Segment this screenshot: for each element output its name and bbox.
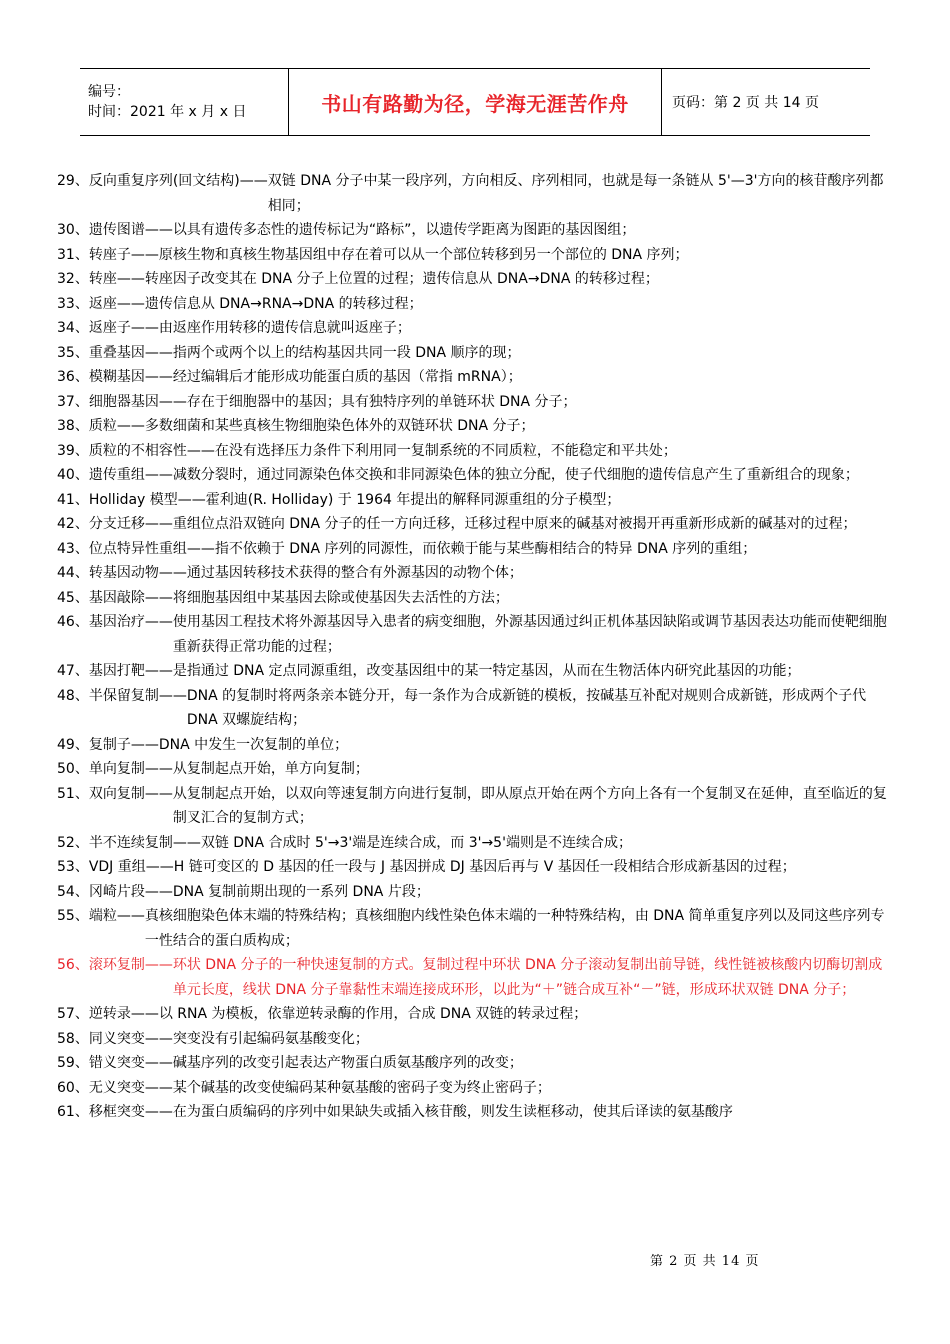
glossary-item [57, 1076, 895, 1101]
glossary-item [57, 855, 895, 880]
glossary-item [57, 1027, 895, 1052]
item-definition: 通过基因转移技术获得的整合有外源基因的动物个体； [186, 565, 523, 581]
item-number: 51、 [57, 785, 89, 802]
item-definition: 是指通过 DNA 定点同源重组，改变基因组中的某一特定基因，从而在生物活体内研究此基因的功能； [172, 663, 801, 679]
glossary-item [57, 267, 895, 292]
item-term: 转基因动物—— [88, 565, 187, 581]
item-term: 质粒—— [88, 418, 145, 434]
item-definition: 霍利迪(R. Holliday) 于 1964 年提出的解释同源重组的分子模型； [205, 491, 621, 508]
item-number: 53、 [57, 859, 89, 875]
glossary-item [57, 390, 895, 415]
item-term: 滚环复制—— [88, 957, 173, 973]
item-term: 无义突变—— [88, 1079, 173, 1096]
glossary-item [57, 953, 895, 1002]
item-definition: 从复制起点开始，以双向等速复制方向进行复制，即从原点开始在两个方向上各有一个复制叉在延伸，直至临近的复制叉汇合的复制方式； [172, 785, 887, 826]
item-term: 质粒的不相容性—— [88, 442, 215, 459]
item-number: 58、 [57, 1030, 89, 1047]
glossary-item [57, 463, 895, 488]
item-term: 反向重复序列(回文结构)—— [88, 173, 268, 189]
item-term: 遗传重组—— [88, 467, 173, 483]
item-definition: 减数分裂时，通过同源染色体交换和非同源染色体的独立分配，使子代细胞的遗传信息产生了重新组合的现象； [172, 467, 859, 483]
item-term: 返座—— [88, 295, 145, 312]
item-number: 61、 [57, 1104, 89, 1120]
page-footer: 第 2 页 共 14 页 [650, 1254, 760, 1269]
item-number: 41、 [57, 491, 89, 508]
item-number: 34、 [57, 320, 89, 336]
glossary-item [57, 782, 895, 831]
item-term: 错义突变—— [88, 1055, 173, 1071]
item-definition: 从复制起点开始，单方向复制； [172, 761, 369, 777]
item-term: 基因敲除—— [88, 589, 173, 606]
header-page-label: 页码：第 2 页 共 14 页 [662, 69, 871, 136]
item-term: 位点特异性重组—— [88, 540, 215, 557]
header-motto: 书山有路勤为径，学海无涯苦作舟 [321, 91, 629, 116]
item-definition: 存在于细胞器中的基因；具有独特序列的单链环状 DNA 分子； [186, 393, 577, 410]
item-definition: 由返座作用转移的遗传信息就叫返座子； [158, 320, 411, 336]
item-term: 细胞器基因—— [88, 393, 187, 410]
item-definition: DNA 复制前期出现的一系列 DNA 片段； [172, 883, 430, 900]
item-term: 半不连续复制—— [88, 834, 201, 851]
glossary-item [57, 610, 895, 659]
item-definition: 将细胞基因组中某基因去除或使基因失去活性的方法； [172, 589, 509, 606]
item-term: 单向复制—— [88, 761, 173, 777]
item-definition: 指不依赖于 DNA 序列的同源性，而依赖于能与某些酶相结合的特异 DNA 序列的重组； [214, 540, 757, 557]
item-definition: 双链 DNA 分子中某一段序列，方向相反、序列相同，也就是每一条链从 5'—3'方向的核苷酸序列都相同； [267, 173, 884, 214]
glossary-item [57, 488, 895, 513]
glossary-item [57, 586, 895, 611]
glossary-item [57, 439, 895, 464]
item-number: 39、 [57, 442, 89, 459]
item-definition: 重组位点沿双链向 DNA 分子的任一方向迁移，迁移过程中原来的碱基对被揭开再重新形成新的碱基对的过程； [172, 516, 857, 532]
item-term: 转座子—— [88, 246, 159, 263]
item-definition: 原核生物和真核生物基因组中存在着可以从一个部位转移到另一个部位的 DNA 序列； [158, 246, 689, 263]
item-number: 31、 [57, 246, 89, 263]
item-term: 基因打靶—— [88, 663, 173, 679]
glossary-item [57, 659, 895, 684]
item-number: 36、 [57, 369, 89, 385]
glossary-item [57, 218, 895, 243]
item-number: 35、 [57, 344, 89, 361]
item-definition: 碱基序列的改变引起表达产物蛋白质氨基酸序列的改变； [172, 1055, 523, 1071]
item-definition: 突变没有引起编码氨基酸变化； [172, 1030, 369, 1047]
item-number: 32、 [57, 271, 89, 287]
glossary-item [57, 904, 895, 953]
item-number: 37、 [57, 393, 89, 410]
item-number: 29、 [57, 173, 89, 189]
item-number: 38、 [57, 418, 89, 434]
item-term: Holliday 模型—— [88, 491, 206, 508]
glossary-item [57, 243, 895, 268]
item-number: 43、 [57, 540, 89, 557]
glossary-item [57, 292, 895, 317]
glossary-item [57, 684, 895, 733]
item-number: 57、 [57, 1006, 89, 1022]
item-definition: 指两个或两个以上的结构基因共同一段 DNA 顺序的现； [172, 344, 521, 361]
item-number: 52、 [57, 834, 89, 851]
glossary-list [57, 169, 895, 1125]
item-term: 逆转录—— [88, 1006, 159, 1022]
glossary-item [57, 414, 895, 439]
item-term: 同义突变—— [88, 1030, 173, 1047]
glossary-item [57, 1051, 895, 1076]
date-label: 时间：2021 年 x 月 x 日 [88, 104, 247, 120]
item-number: 42、 [57, 516, 89, 532]
glossary-item [57, 561, 895, 586]
item-number: 45、 [57, 589, 89, 606]
item-term: 半保留复制—— [88, 687, 187, 704]
item-definition: 双链 DNA 合成时 5'→3'端是连续合成，而 3'→5'端则是不连续合成； [200, 834, 632, 851]
item-term: 模糊基因—— [88, 369, 173, 385]
item-number: 40、 [57, 467, 89, 483]
item-term: 端粒—— [88, 908, 145, 924]
glossary-item [57, 316, 895, 341]
item-definition: 在没有选择压力条件下利用同一复制系统的不同质粒，不能稳定和平共处； [214, 442, 677, 459]
header-motto-cell [289, 69, 662, 136]
item-definition: 以 RNA 为模板，依靠逆转录酶的作用，合成 DNA 双链的转录过程； [158, 1006, 588, 1022]
item-number: 55、 [57, 908, 89, 924]
item-definition: 使用基因工程技术将外源基因导入患者的病变细胞，外源基因通过纠正机体基因缺陷或调节基因表达功能而使靶细胞重新获得正常功能的过程； [172, 614, 887, 655]
item-term: 分支迁移—— [88, 516, 173, 532]
item-number: 30、 [57, 222, 89, 238]
page-header [80, 68, 870, 136]
id-label: 编号： [88, 84, 130, 100]
item-term: 复制子—— [88, 736, 159, 753]
item-definition: DNA 中发生一次复制的单位； [158, 736, 349, 753]
item-term: 移框突变—— [88, 1104, 173, 1120]
glossary-item [57, 512, 895, 537]
header-info [80, 69, 289, 136]
item-term: 转座—— [88, 271, 145, 287]
item-term: 双向复制—— [88, 785, 173, 802]
glossary-item [57, 169, 895, 218]
item-number: 33、 [57, 295, 89, 312]
item-number: 47、 [57, 663, 89, 679]
item-definition: 某个碱基的改变使编码某种氨基酸的密码子变为终止密码子； [172, 1079, 551, 1096]
item-term: 遗传图谱—— [88, 222, 173, 238]
item-number: 50、 [57, 761, 89, 777]
glossary-item [57, 341, 895, 366]
item-number: 48、 [57, 687, 89, 704]
glossary-item [57, 1100, 895, 1125]
glossary-item [57, 733, 895, 758]
item-number: 59、 [57, 1055, 89, 1071]
item-definition: 以具有遗传多态性的遗传标记为“路标”，以遗传学距离为图距的基因图组； [172, 222, 636, 238]
glossary-item [57, 537, 895, 562]
item-definition: 遗传信息从 DNA→RNA→DNA 的转移过程； [144, 295, 423, 312]
glossary-item [57, 831, 895, 856]
item-definition: H 链可变区的 D 基因的任一段与 J 基因拼成 DJ 基因后再与 V 基因任一段相结合形成新基因的过程； [173, 859, 796, 875]
item-definition: DNA 的复制时将两条亲本链分开，每一条作为合成新链的模板，按碱基互补配对规则合成新链，形成两个子代 DNA 双螺旋结构； [186, 687, 867, 728]
item-number: 54、 [57, 883, 89, 900]
item-definition: 转座因子改变其在 DNA 分子上位置的过程；遗传信息从 DNA→DNA 的转移过程； [144, 271, 659, 287]
glossary-item [57, 1002, 895, 1027]
glossary-item [57, 757, 895, 782]
item-number: 49、 [57, 736, 89, 753]
glossary-item [57, 365, 895, 390]
item-term: 返座子—— [88, 320, 159, 336]
item-term: VDJ 重组—— [88, 859, 174, 875]
item-number: 56、 [57, 957, 89, 973]
item-term: 重叠基因—— [88, 344, 173, 361]
item-number: 44、 [57, 565, 89, 581]
item-number: 60、 [57, 1079, 89, 1096]
item-definition: 多数细菌和某些真核生物细胞染色体外的双链环状 DNA 分子； [144, 418, 535, 434]
item-definition: 真核细胞染色体末端的特殊结构；真核细胞内线性染色体末端的一种特殊结构，由 DNA 简单重复序列以及同这些序列专一性结合的蛋白质构成； [144, 908, 885, 949]
item-number: 46、 [57, 614, 89, 630]
item-definition: 经过编辑后才能形成功能蛋白质的基因（常指 mRNA）； [172, 369, 522, 385]
item-term: 基因治疗—— [88, 614, 173, 630]
glossary-item [57, 880, 895, 905]
item-term: 冈崎片段—— [88, 883, 173, 900]
item-definition: 在为蛋白质编码的序列中如果缺失或插入核苷酸，则发生读框移动，使其后译读的氨基酸序 [172, 1104, 733, 1120]
item-definition: 环状 DNA 分子的一种快速复制的方式。复制过程中环状 DNA 分子滚动复制出前导链，线性链被核酸内切酶切割成单元长度，线状 DNA 分子靠黏性末端连接成环形，以此为“＋”链合成互补“－”链，形成环状双链 DNA 分子； [172, 957, 883, 998]
